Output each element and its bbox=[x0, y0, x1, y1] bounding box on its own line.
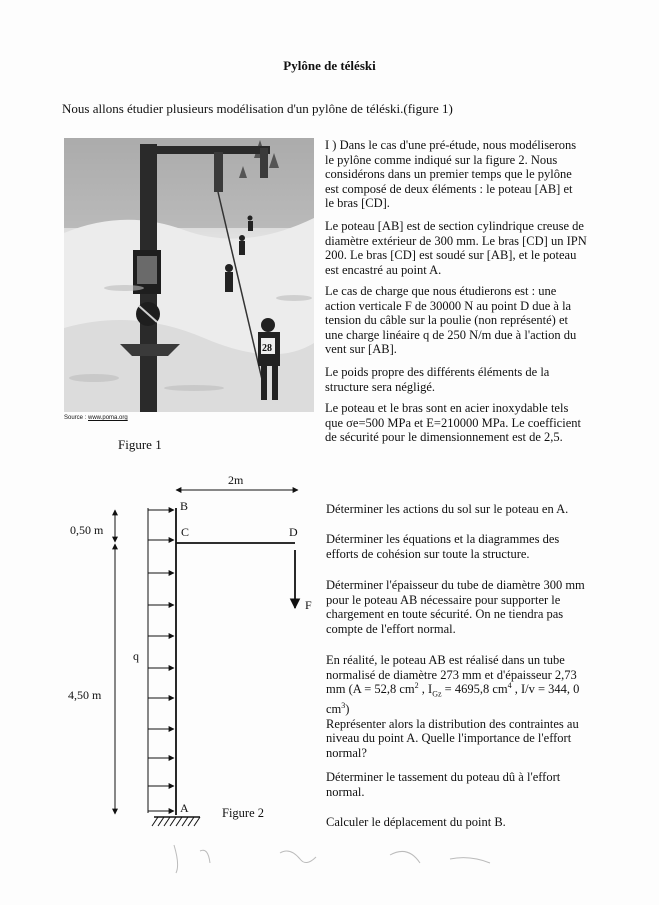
question-3: Déterminer l'épaisseur du tube de diamètre 300 mm pour le poteau AB nécessaire pour supporter le chargement en toute sécurité. On ne tiendra pas compte de l'effort normal. bbox=[326, 578, 585, 636]
photo-source bbox=[64, 415, 128, 421]
q4-sup-modulus: 3 bbox=[341, 701, 346, 711]
load-label: q bbox=[133, 649, 139, 663]
bib-number: 28 bbox=[262, 343, 272, 354]
point-c: C bbox=[181, 525, 190, 539]
source-link: www.poma.org bbox=[88, 415, 128, 421]
question-5: Déterminer le tassement du poteau dû à l'effort normal. bbox=[326, 770, 561, 799]
q4-text-d: , I/v = 344, 0 cm bbox=[326, 682, 580, 717]
part1-p3: Le cas de charge que nous étudierons est : une action verticale F de 30000 N au point D due à la tension du câble sur la poulie (non représenté) et une charge linéaire q de 250 N/m due à l'action du vent sur [AB]. bbox=[325, 284, 577, 357]
pylon-photo-drawing bbox=[64, 138, 314, 412]
part1-p5: Le poteau et le bras sont en acier inoxydable tels que σe=500 MPa et E=210000 MPa. Le coefficient de sécurité pour le dimensionnement est de 2,5. bbox=[325, 401, 581, 445]
dim-label-450: 4,50 m bbox=[68, 688, 102, 702]
dim-label-050: 0,50 m bbox=[70, 523, 104, 537]
point-b: B bbox=[180, 499, 189, 513]
q4-text-a: En réalité, le poteau AB est réalisé dans un tube normalisé de diamètre 273 mm et d'épaisseur 2,73 mm (A = 52,8 cm bbox=[326, 653, 577, 697]
q4-text-c: = 4695,8 cm bbox=[441, 682, 508, 697]
part1-p4: Le poids propre des différents éléments de la structure sera négligé. bbox=[325, 365, 550, 394]
figure1-caption: Figure 1 bbox=[118, 437, 162, 452]
structure-diagram bbox=[60, 468, 320, 838]
dim-label-2m: 2m bbox=[228, 473, 244, 487]
figure2-caption: Figure 2 bbox=[222, 806, 265, 820]
question-1: Déterminer les actions du sol sur le poteau en A. bbox=[326, 502, 569, 516]
point-d: D bbox=[289, 525, 298, 539]
source-label: Source : bbox=[64, 415, 89, 421]
q4-sup-area: 2 bbox=[414, 681, 419, 691]
pylon-photo bbox=[64, 138, 314, 412]
page-title: Pylône de téléski bbox=[283, 58, 376, 73]
part1-p2: Le poteau [AB] est de section cylindrique creuse de diamètre extérieur de 300 mm. Le bras [CD] un IPN 200. Le bras [CD] est soudé sur [AB], et le poteau est encastré au point A. bbox=[325, 219, 587, 277]
q4-sub-gz: Gz bbox=[432, 689, 442, 699]
question-2: Déterminer les équations et la diagrammes des efforts de cohésion sur toute la structure. bbox=[326, 532, 560, 561]
q4-sup-inertia: 4 bbox=[507, 681, 512, 691]
load-arrows bbox=[148, 510, 174, 811]
q4-text-b: , I bbox=[418, 682, 433, 697]
point-a: A bbox=[180, 801, 189, 815]
intro-paragraph: Nous allons étudier plusieurs modélisation d'un pylône de téléski.(figure 1) bbox=[62, 101, 453, 116]
question-6: Calculer le déplacement du point B. bbox=[326, 815, 506, 829]
pencil-scribbles bbox=[160, 835, 560, 895]
q4-followup: Représenter alors la distribution des contraintes au niveau du point A. Quelle l'importance de l'effort normal? bbox=[326, 716, 579, 761]
part1-p1: I ) Dans le cas d'une pré-étude, nous modéliserons le pylône comme indiqué sur la figure 2. Nous considérons dans un premier temps que le pylône est composé de deux éléments : le poteau [AB] et le bras [CD]. bbox=[325, 138, 577, 211]
fixed-support-hatch bbox=[152, 817, 200, 826]
q4-text-e: ) bbox=[345, 702, 350, 717]
question-4 bbox=[326, 653, 590, 761]
force-label: F bbox=[305, 598, 312, 612]
